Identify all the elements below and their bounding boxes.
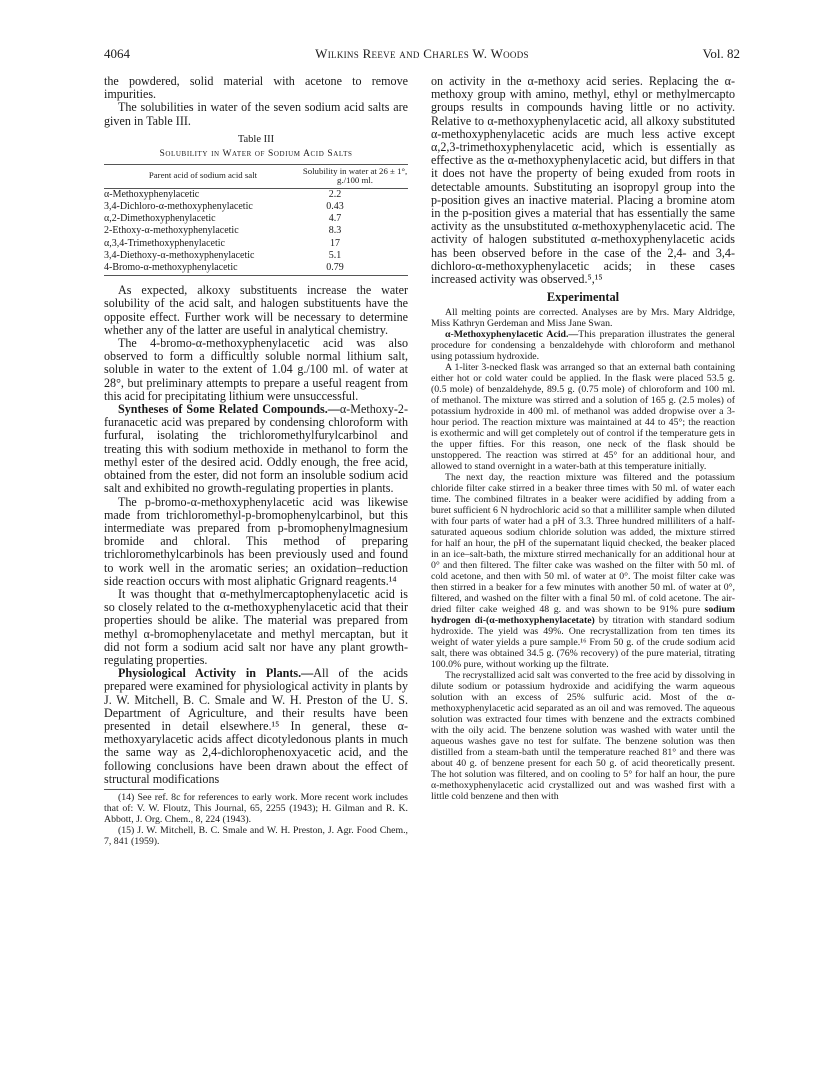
table-cell: 4-Bromo-α-methoxyphenylacetic (104, 262, 238, 274)
running-title: Wilkins Reeve and Charles W. Woods (315, 46, 529, 61)
page-number: 4064 (104, 46, 130, 61)
table-cell: 5.1 (328, 249, 342, 261)
table-title: Table III (237, 133, 275, 145)
table-row (104, 189, 408, 201)
paragraph: As expected, alkoxy substituents increase the water solubility of the acid salt, and halogen substituents have the opposite effect. Further work will be necessary to determine whether any of the latter are useful in analytical chemistry. (104, 283, 408, 337)
table-row (104, 238, 408, 250)
table-cell: 0.43 (326, 201, 344, 213)
paragraph: The solubilities in water of the seven sodium acid salts are given in Table III. (104, 100, 408, 128)
paragraph: The 4-bromo-α-methoxyphenylacetic acid was also observed to form a difficultly soluble normal lithium salt, soluble in water to the extent of 1.04 g./100 ml. of water at 28°, but preliminary attempts to prepare a useful reagent from this acid for precipitating lithium were unsuccessful. (104, 336, 408, 403)
page-header (104, 46, 740, 62)
table-col-header-solubility: Solubility in water at 26 ± 1°, g./100 ml. (302, 166, 408, 186)
left-column (104, 75, 408, 847)
paragraph (431, 329, 735, 362)
paragraph: The p-bromo-α-methoxyphenylacetic acid was likewise made from trichloromethyl-p-bromophenylcarbinol, but this intermediate was prepared from p-bromophenylmagnesium bromide and chloral. This method of preparing trichloromethylcarbinols has been previously used and found to work well in the aromatic series; an oxidation–reduction side reaction occurs with most aliphatic Grignard reagents.¹⁴ (104, 494, 408, 588)
table-col-header-acid: Parent acid of sodium acid salt (148, 170, 258, 181)
table-header (104, 164, 408, 189)
table-row (104, 250, 408, 262)
paragraph-text: by titration with standard sodium hydroxide. The yield was 49%. One recrystallization from ten times its weight of water yields a pure sample.¹⁶ From 50 g. of the crude sodium acid salt, there was obtained 34.5 g. (76% recovery) of the pure material, titrating 100.0% pure, without working up the filtrate. (431, 615, 735, 671)
paragraph-text: α-Methoxy-2-furanacetic acid was prepared by condensing chloroform with furfural, isolating the trichloromethylfurylcarbinol and treating this with sodium methoxide in methanol to form the methyl ester of the desired acid. Oddly enough, the free acid, obtained from the ester, did not form an insoluble sodium acid salt and exhibited no growth-regulating properties in plants. (104, 402, 408, 496)
table-cell: 2-Ethoxy-α-methoxyphenylacetic (104, 225, 239, 237)
table-row (104, 225, 408, 237)
table-cell: 2.2 (328, 188, 342, 200)
run-in-heading: α-Methoxyphenylacetic Acid.— (445, 329, 579, 341)
table-cell: α-Methoxyphenylacetic (104, 188, 200, 200)
table-cell: 0.79 (326, 262, 344, 274)
paragraph-text: All of the acids prepared were examined for physiological activity in plants by J. W. Mitchell, B. C. Smale and W. H. Preston of the U. S. Department of Agriculture, and their results have been presented in detail elsewhere.¹⁵ In general, these α-methoxyarylacetic acids affect dicotyledonous plants in much the same way as 2,4-dichlorophenoxyacetic acid, and the following conclusions have been drawn about the effect of structural modifications (104, 666, 408, 786)
paragraph: It was thought that α-methylmercaptophenylacetic acid is so closely related to the α-methoxyphenylacetic acid that their properties should be alike. The material was prepared from methyl α-bromophenylacetate and methyl mercaptan, but it did not form a sodium acid salt nor have any plant growth-regulating properties. (104, 586, 408, 667)
footnote-14: (14) See ref. 8c for references to early work. More recent work includes that of: V. W. Floutz, This Journal, 65, 2255 (1943); H. Gilman and R. K. Abbott, J. Org. Chem., 8, 224 (1943). (104, 791, 408, 825)
table-cell: 3,4-Dichloro-α-methoxyphenylacetic (104, 201, 253, 213)
footnote-15: (15) J. W. Mitchell, B. C. Smale and W. H. Preston, J. Agr. Food Chem., 7, 841 (1959). (104, 824, 408, 847)
paragraph: the powdered, solid material with acetone to remove impurities. (104, 74, 408, 102)
table-cell: α,3,4-Trimethoxyphenylacetic (104, 237, 225, 249)
paragraph-text: The next day, the reaction mixture was filtered and the potassium chloride filter cake stirred in a beaker three times with 50 ml. of water each time. The combined filtrates in a beaker were acidified by adding from a buret sufficient 6 N hydrochloric acid so that a milliliter sample when diluted with four parts of water had a pH of 3.3. Three hundred milliliters of a half-saturated aqueous sodium chloride solution was added, the mixture stirred for half an hour, the pH of the supernatant liquid checked, the beaker placed in an ice–salt-bath, the mixture stirred mechanically for an additional hour at 0° and then filtered. The filter cake was washed on the filter with 50 ml. of cold acetone, and then with 50 ml. of water at 0°. The moist filter cake was then stirred in a beaker for a few minutes with another 50 ml. of water at 0°, filtered, and washed on the filter with a final 50 ml. of cold acetone. The air-dried filter cake weighed 48 g. and was shown to be 91% pure (431, 472, 735, 616)
right-column (431, 75, 735, 802)
table-row (104, 201, 408, 213)
run-in-heading: Physiological Activity in Plants.— (118, 666, 314, 681)
paragraph: A 1-liter 3-necked flask was arranged so that an external bath containing either hot or cold water could be applied. In the flask were placed 53.5 g. (0.5 mole) of benzaldehyde, 89.5 g. (0.75 mole) of chloroform and 100 ml. of methanol. The mixture was stirred and a solution of 165 g. (2.5 moles) of potassium hydroxide in 400 ml. of methanol was added dropwise over a 3-hour period. The reaction mixture was maintained at 44 to 45°; the reaction is exothermic and will get completely out of control if the temperature gets in the upper fifties. For this reason, one neck of the flask should be unstoppered. The reaction was stirred at 45° for an additional hour, and allowed to stand overnight in a water-bath at this temperature initially. (431, 362, 735, 473)
compound-name: sodium hydrogen di-(α-methoxyphenylacetate) (431, 604, 735, 627)
paragraph: The recrystallized acid salt was converted to the free acid by dissolving in dilute sodium or potassium hydroxide and acidifying the warm aqueous solution with an excess of 25% sulfuric acid. Most of the α-methoxyphenylacetic acid separated as an oil and was removed. The aqueous solution was extracted four times with benzene and the extracts combined with the oily acid. The benzene solution was washed with water until the aqueous washes gave no test for sulfate. The benzene solution was then distilled from a steam-bath until the temperature reached 81° and there was about 40 g. of benzene present for each 50 g. of acid theoretically present. The hot solution was filtered, and on cooling to 5° for half an hour, the pure α-methoxyphenylacetic acid crystallized out and was washed first with a little cold benzene and then with (431, 670, 735, 803)
table-caption: Solubility in Water of Sodium Acid Salts (159, 148, 353, 159)
run-in-heading: Syntheses of Some Related Compounds.— (118, 402, 340, 417)
table-row (104, 213, 408, 225)
table-cell: 17 (330, 237, 340, 249)
footnote-rule (104, 789, 164, 790)
table-cell: 8.3 (328, 225, 342, 237)
paragraph-text: This preparation illustrates the general procedure for condensing a benzaldehyde with chloroform and methanol using potassium hydroxide. (431, 329, 735, 363)
paragraph (104, 403, 408, 495)
table-cell: 4.7 (328, 213, 342, 225)
paragraph: All melting points are corrected. Analyses are by Mrs. Mary Aldridge, Miss Kathryn Gerdeman and Miss Jane Swan. (431, 307, 735, 330)
section-title: Experimental (546, 290, 620, 305)
table-iii (104, 134, 408, 276)
table-cell: α,2-Dimethoxyphenylacetic (104, 213, 216, 225)
volume-label: Vol. 82 (702, 46, 740, 61)
paragraph (104, 667, 408, 786)
table-row (104, 262, 408, 276)
paragraph (431, 472, 735, 670)
table-cell: 3,4-Diethoxy-α-methoxyphenylacetic (104, 249, 255, 261)
paragraph: on activity in the α-methoxy acid series. Replacing the α-methoxy group with amino, methyl, ethyl or methylmercapto groups results in compounds having little or no activity. Relative to α-methoxyphenylacetic acid, all alkoxy substituted α-methoxyphenylacetic acids are much less active except α,2,3-trimethoxyphenylacetic acid, which is essentially as effective as the α-methoxyphenylacetic acid, but differs in that it does not have the property of being exuded from roots in detectable amounts. Substituting an isopropyl group into the p-position gives an inactive material. Placing a bromine atom in the p-position gives a material that has essentially the same activity as the unsubstituted α-methoxyphenylacetic acid. The activity of halogen substituted α-methoxyphenylacetic acids has been observed before in the case of the 2,4- and 3,4-dichloro-α-methoxyphenylacetic acids; in these cases increased activity was observed.⁵,¹⁵ (431, 74, 735, 287)
